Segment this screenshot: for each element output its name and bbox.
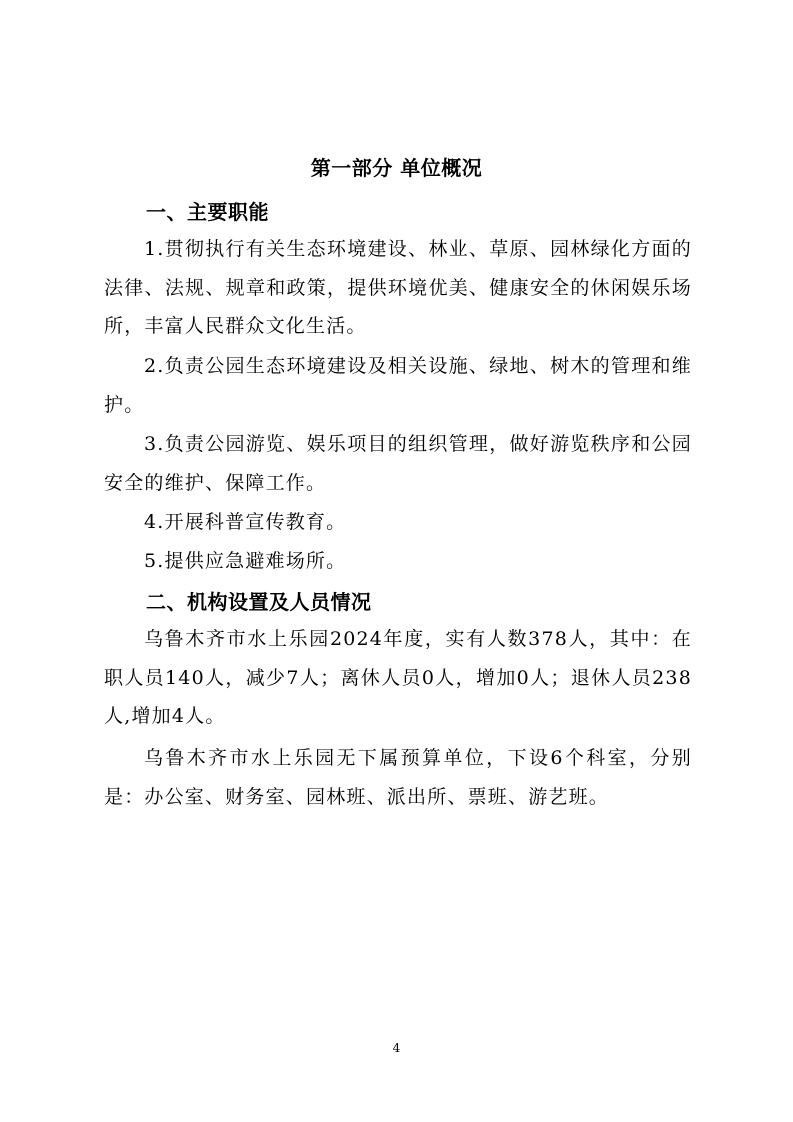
paragraph-function-5: 5.提供应急避难场所。 (144, 550, 347, 572)
paragraph-function-3: 3.负责公园游览、娱乐项目的组织管理，做好游览秩序和公园安全的维护、保障工作。 (104, 433, 692, 494)
paragraph-function-2: 2.负责公园生态环境建设及相关设施、绿地、树木的管理和维护。 (104, 355, 692, 416)
paragraph-function-1: 1.贯彻执行有关生态环境建设、林业、草原、园林绿化方面的法律、法规、规章和政策，提供环境优美、健康安全的休闲娱乐场所，丰富人民群众文化生活。 (104, 238, 692, 337)
section-heading-organization: 二、机构设置及人员情况 (146, 590, 372, 614)
part-title: 第一部分 单位概况 (310, 156, 483, 180)
paragraph-function-4: 4.开展科普宣传教育。 (144, 511, 347, 533)
paragraph-staffing: 乌鲁木齐市水上乐园2024年度，实有人数378人，其中：在职人员140人，减少7人；离休人员0人，增加0人；退休人员238人,增加4人。 (104, 628, 692, 727)
section-heading-functions: 一、主要职能 (146, 200, 269, 224)
page-number: 4 (392, 1041, 401, 1055)
paragraph-departments: 乌鲁木齐市水上乐园无下属预算单位，下设6个科室，分别是：办公室、财务室、园林班、派出所、票班、游艺班。 (104, 747, 692, 808)
